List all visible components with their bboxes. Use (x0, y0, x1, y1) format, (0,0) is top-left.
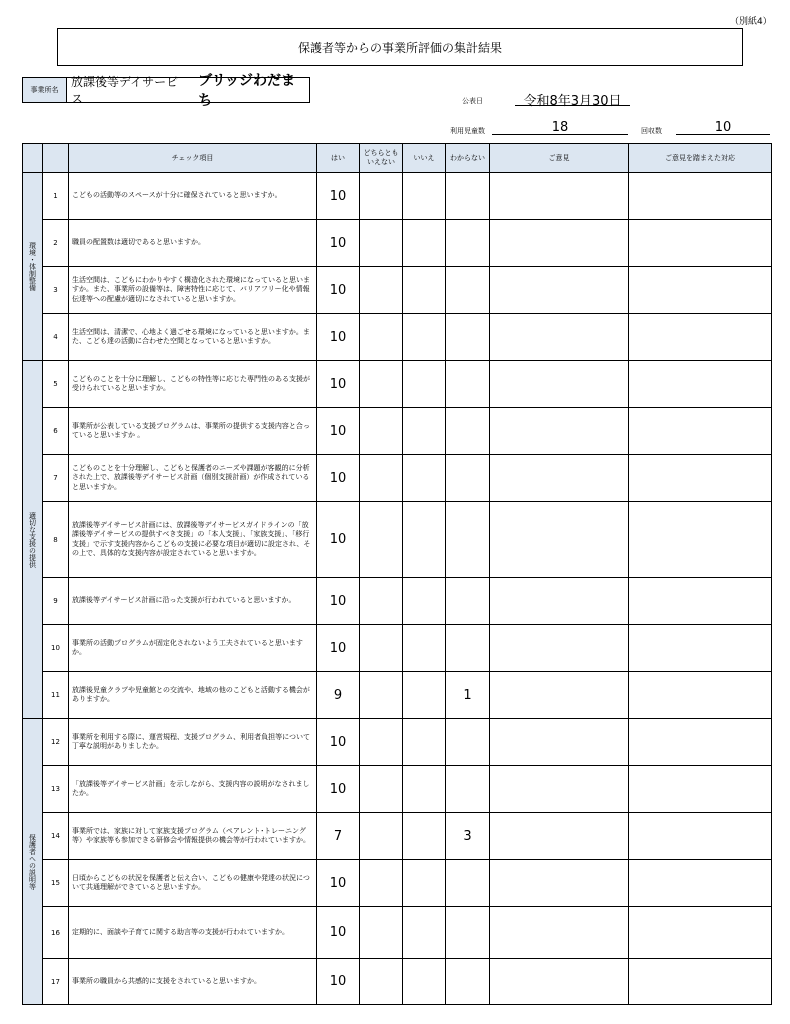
answer-yes: 10 (317, 455, 360, 502)
table-row (23, 314, 772, 361)
table-row (23, 408, 772, 455)
header-unknown: わからない (446, 144, 490, 173)
question-text: 放課後等デイサービス計画に沿った支援が行われていると思いますか。 (69, 578, 317, 625)
header-yes: はい (317, 144, 360, 173)
answer-neither (360, 959, 403, 1005)
answer-unknown (446, 408, 490, 455)
answer-no (403, 860, 446, 907)
response-cell (629, 502, 772, 578)
response-cell (629, 766, 772, 813)
header-item: チェック項目 (69, 144, 317, 173)
answer-no (403, 408, 446, 455)
response-cell (629, 719, 772, 766)
answer-no (403, 578, 446, 625)
table-row (23, 719, 772, 766)
header-category-cell (23, 144, 43, 173)
question-text: 生活空間は、清潔で、心地よく過ごせる環境になっていると思いますか。また、こども達の活動に合わせた空間となっていると思いますか。 (69, 314, 317, 361)
response-cell (629, 907, 772, 959)
opinion-cell (490, 766, 629, 813)
response-cell (629, 408, 772, 455)
answer-neither (360, 766, 403, 813)
table-row (23, 766, 772, 813)
response-cell (629, 361, 772, 408)
opinion-cell (490, 173, 629, 220)
answer-neither (360, 408, 403, 455)
table-header-row (23, 144, 772, 173)
answer-neither (360, 361, 403, 408)
row-number: 15 (43, 860, 69, 907)
row-number: 9 (43, 578, 69, 625)
answer-yes: 10 (317, 766, 360, 813)
answer-no (403, 220, 446, 267)
answer-no (403, 173, 446, 220)
opinion-cell (490, 959, 629, 1005)
publication-date-label: 公表日 (462, 97, 483, 105)
opinion-cell (490, 578, 629, 625)
answer-no (403, 314, 446, 361)
question-text: 事業所の活動プログラムが固定化されないよう工夫されていると思いますか。 (69, 625, 317, 672)
answer-unknown (446, 267, 490, 314)
office-label: 事業所名 (22, 77, 67, 103)
table-row (23, 267, 772, 314)
row-number: 10 (43, 625, 69, 672)
category-cell: 適切な支援の提供 (23, 361, 43, 719)
row-number: 8 (43, 502, 69, 578)
users-count-value: 18 (492, 120, 628, 135)
response-cell (629, 672, 772, 719)
row-number: 1 (43, 173, 69, 220)
answer-neither (360, 813, 403, 860)
answer-unknown: 3 (446, 813, 490, 860)
question-text: 事業所の職員から共感的に支援をされていると思いますか。 (69, 959, 317, 1005)
answer-unknown (446, 766, 490, 813)
row-number: 7 (43, 455, 69, 502)
question-text: こどものことを十分に理解し、こどもの特性等に応じた専門性のある支援が受けられていると思いますか。 (69, 361, 317, 408)
answer-unknown: 1 (446, 672, 490, 719)
answer-unknown (446, 860, 490, 907)
answer-neither (360, 578, 403, 625)
office-name-field (67, 73, 310, 109)
answer-neither (360, 314, 403, 361)
answer-yes: 10 (317, 173, 360, 220)
answer-neither (360, 860, 403, 907)
opinion-cell (490, 408, 629, 455)
page-title: 保護者等からの事業所評価の集計結果 (57, 28, 743, 66)
opinion-cell (490, 907, 629, 959)
answer-no (403, 267, 446, 314)
answer-no (403, 959, 446, 1005)
row-number: 6 (43, 408, 69, 455)
answer-unknown (446, 578, 490, 625)
header-number-cell (43, 144, 69, 173)
question-text: 事業所が公表している支援プログラムは、事業所の提供する支援内容と合っていると思いますか 。 (69, 408, 317, 455)
table-row (23, 455, 772, 502)
category-cell: 保護者への説明等 (23, 719, 43, 1005)
answer-unknown (446, 625, 490, 672)
answer-neither (360, 625, 403, 672)
answer-no (403, 672, 446, 719)
response-cell (629, 314, 772, 361)
opinion-cell (490, 860, 629, 907)
answer-unknown (446, 959, 490, 1005)
question-text: 「放課後等デイサービス計画」を示しながら、支援内容の説明がなされましたか。 (69, 766, 317, 813)
header-response: ご意見を踏まえた対応 (629, 144, 772, 173)
row-number: 12 (43, 719, 69, 766)
question-text: 職員の配置数は適切であると思いますか。 (69, 220, 317, 267)
answer-unknown (446, 455, 490, 502)
answer-neither (360, 502, 403, 578)
header-opinion: ご意見 (490, 144, 629, 173)
row-number: 3 (43, 267, 69, 314)
answer-yes: 10 (317, 361, 360, 408)
response-cell (629, 860, 772, 907)
table-row (23, 813, 772, 860)
answer-unknown (446, 719, 490, 766)
answer-yes: 10 (317, 502, 360, 578)
table-row (23, 959, 772, 1005)
response-cell (629, 578, 772, 625)
response-cell (629, 220, 772, 267)
row-number: 14 (43, 813, 69, 860)
question-text: 放課後等デイサービス計画には、放課後等デイサービスガイドラインの「放課後等デイサービスの提供すべき支援」の「本人支援」、「家族支援」、「移行支援」で示す支援内容からこどもの支援に必要な項目が適切に設定され、その上で、具体的な支援内容が設定されていると思いますか。 (69, 502, 317, 578)
row-number: 2 (43, 220, 69, 267)
answer-neither (360, 907, 403, 959)
opinion-cell (490, 719, 629, 766)
answer-no (403, 361, 446, 408)
answer-yes: 9 (317, 672, 360, 719)
users-count-label: 利用児童数 (450, 127, 485, 135)
response-cell (629, 959, 772, 1005)
opinion-cell (490, 361, 629, 408)
question-text: 定期的に、面談や子育てに関する助言等の支援が行われていますか。 (69, 907, 317, 959)
answer-neither (360, 672, 403, 719)
answer-unknown (446, 220, 490, 267)
answer-yes: 10 (317, 220, 360, 267)
table-row (23, 907, 772, 959)
office-type: 放課後等デイサービス (71, 75, 179, 106)
opinion-cell (490, 455, 629, 502)
category-cell: 環境・体制整備 (23, 173, 43, 361)
answer-unknown (446, 502, 490, 578)
answer-neither (360, 455, 403, 502)
answer-no (403, 907, 446, 959)
response-cell (629, 173, 772, 220)
response-cell (629, 625, 772, 672)
question-text: 事業所では、家族に対して家族支援プログラム（ペアレント･トレーニング等）や家族等も参加できる研修会や情報提供の機会等が行われていますか。 (69, 813, 317, 860)
answer-neither (360, 173, 403, 220)
row-number: 11 (43, 672, 69, 719)
table-row (23, 173, 772, 220)
opinion-cell (490, 220, 629, 267)
answer-yes: 10 (317, 267, 360, 314)
row-number: 5 (43, 361, 69, 408)
answer-unknown (446, 173, 490, 220)
question-text: 生活空間は、こどもにわかりやすく構造化された環境になっていると思いますか。また、事業所の設備等は、障害特性に応じて、バリアフリー化や情報伝達等への配慮が適切になされていると思いますか。 (69, 267, 317, 314)
opinion-cell (490, 672, 629, 719)
answer-no (403, 766, 446, 813)
answer-yes: 10 (317, 314, 360, 361)
returned-count-value: 10 (676, 120, 770, 135)
answer-yes: 10 (317, 907, 360, 959)
opinion-cell (490, 267, 629, 314)
publication-date-value: 令和8年3月30日 (515, 90, 630, 106)
answer-neither (360, 220, 403, 267)
opinion-cell (490, 314, 629, 361)
answer-no (403, 719, 446, 766)
answer-yes: 10 (317, 959, 360, 1005)
opinion-cell (490, 813, 629, 860)
answer-unknown (446, 314, 490, 361)
question-text: こどものことを十分理解し、こどもと保護者のニーズや課題が客観的に分析された上で、放課後等デイサービス計画（個別支援計画）が作成されていると思いますか。 (69, 455, 317, 502)
answer-yes: 10 (317, 860, 360, 907)
answer-yes: 10 (317, 719, 360, 766)
opinion-cell (490, 502, 629, 578)
opinion-cell (490, 625, 629, 672)
answer-unknown (446, 361, 490, 408)
answer-yes: 10 (317, 625, 360, 672)
answer-yes: 7 (317, 813, 360, 860)
question-text: 事業所を利用する際に、運営規程、支援プログラム、利用者負担等について丁寧な説明がありましたか。 (69, 719, 317, 766)
row-number: 4 (43, 314, 69, 361)
header-no: いいえ (403, 144, 446, 173)
table-row (23, 361, 772, 408)
row-number: 17 (43, 959, 69, 1005)
table-row (23, 578, 772, 625)
response-cell (629, 455, 772, 502)
response-cell (629, 267, 772, 314)
table-row (23, 672, 772, 719)
table-row (23, 220, 772, 267)
answer-yes: 10 (317, 408, 360, 455)
header-neither: どちらとも いえない (360, 144, 403, 173)
office-name: ブリッジわだまち (198, 73, 296, 109)
question-text: 放課後児童クラブや児童館との交流や、地域の他のこどもと活動する機会がありますか。 (69, 672, 317, 719)
returned-count-label: 回収数 (641, 127, 662, 135)
answer-no (403, 455, 446, 502)
attachment-label: （別紙4） (730, 17, 772, 27)
question-text: 日頃からこどもの状況を保護者と伝え合い、こどもの健康や発達の状況について共通理解ができていると思いますか。 (69, 860, 317, 907)
table-row (23, 625, 772, 672)
table-row (23, 502, 772, 578)
question-text: こどもの活動等のスペースが十分に確保されていると思いますか。 (69, 173, 317, 220)
row-number: 13 (43, 766, 69, 813)
row-number: 16 (43, 907, 69, 959)
answer-no (403, 625, 446, 672)
answer-neither (360, 719, 403, 766)
answer-no (403, 813, 446, 860)
answer-neither (360, 267, 403, 314)
evaluation-table (22, 143, 772, 1005)
answer-no (403, 502, 446, 578)
table-row (23, 860, 772, 907)
response-cell (629, 813, 772, 860)
answer-unknown (446, 907, 490, 959)
answer-yes: 10 (317, 578, 360, 625)
